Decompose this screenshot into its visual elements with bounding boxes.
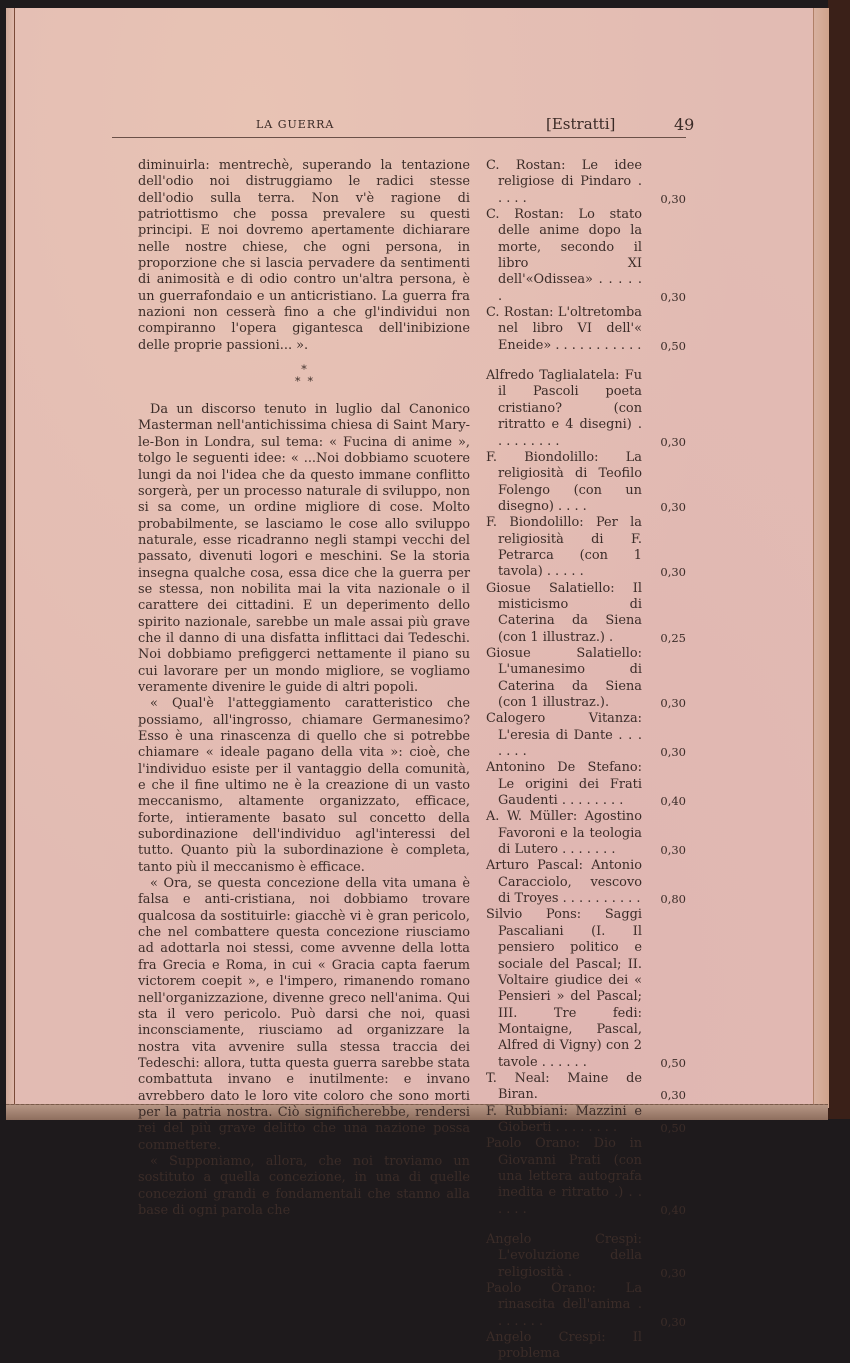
publication-group <box>486 158 686 354</box>
publication-title: Paolo Orano: Dio in Giovanni Prati (con una lettera autografa inedita e ritratto .) . . . . . . <box>486 1136 642 1217</box>
group-spacer <box>486 1218 686 1232</box>
running-header <box>132 113 695 137</box>
publications-list <box>486 158 686 1363</box>
publication-entry <box>486 368 686 450</box>
publication-price: 0,30 <box>660 1265 686 1280</box>
publication-price: 0,30 <box>660 1314 686 1329</box>
paragraph: diminuirla: mentrechè, superando la tentazione dell'odio noi distruggiamo le radici stesse dell'odio sulla terra. Non v'è ragione di patriottismo che possa prevalere su questi principi. E noi dovremo apertamente dichiarare nelle nostre chiese, che ogni persona, in proporzione che si lascia pervadere da sentimenti di animosità e di odio contro un'altra persona, è un guerrafondaio e un anticristiano. La guerra fra nazioni non cesserà fino a che gl'individui non compiranno l'opera gigantesca dell'inibizione delle proprie passioni... ». <box>138 158 470 353</box>
publication-price: 0,50 <box>660 1120 686 1135</box>
publication-title: Calogero Vitanza: L'eresia di Dante . . . . . . . <box>486 711 642 760</box>
publication-price: 0,30 <box>660 696 686 710</box>
publication-title: Silvio Pons: Saggi Pascaliani (I. Il pensiero politico e sociale del Pascal; II. Voltaire giudice dei « Pensieri » del Pascal; III. Tre fedi: Montaigne, Pascal, Alfred di Vigny) con 2 tavole . . . . . . <box>486 907 642 1070</box>
paragraph: « Ora, se questa concezione della vita umana è falsa e anti-cristiana, noi dobbiamo trovare qualcosa da sostituirle: giacchè vi è gran pericolo, che nel combattere questa concezione riusciamo ad adottarla noi stessi, come avvenne della lotta fra Grecia e Roma, in cui « Gracia capta faerum victorem coepit », e l'impero, rimanendo romano nell'organizzazione, divenne greco nell'anima. Qui sta il vero pericolo. Può darsi che noi, quasi inconsciamente, riusciamo ad organizzare la nostra vita avvenire sulla stessa traccia dei Tedeschi: allora, tutta questa guerra sarebbe stata combattuta invano e inutilmente: e invano avrebbero dato le loro vite coloro che sono morti per la patria nostra. Ciò significherebbe, rendersi rei del più grave delitto che una nazione possa commettere. <box>138 876 470 1153</box>
publication-entry <box>486 1071 686 1104</box>
page-number: 49 <box>674 115 695 134</box>
asterism <box>138 364 470 388</box>
publication-entry <box>486 1232 686 1281</box>
publication-title: Angelo Crespi: L'evoluzione della religiosità . <box>486 1232 642 1280</box>
publication-entry <box>486 1104 686 1137</box>
publication-title: Antonino De Stefano: Le origini dei Frati Gaudenti . . . . . . . . <box>486 760 642 809</box>
publication-title: F. Rubbiani: Mazzini e Gioberti . . . . . . . . <box>486 1103 642 1135</box>
article-column <box>138 158 470 1219</box>
publication-price: 0,40 <box>660 1202 686 1217</box>
publication-entry <box>486 450 686 515</box>
publication-price: 0,25 <box>660 630 686 645</box>
paragraph: « Supponiamo, allora, che noi troviamo un sostituto a quella concezione, in una di quelle concezioni grandi e fondamentali che stanno alla base di ogni parola che <box>138 1153 470 1218</box>
publication-entry <box>486 1330 686 1363</box>
book-spine <box>828 0 850 1119</box>
publication-title: F. Biondolillo: Per la religiosità di F. Petrarca (con 1 tavola) . . . . . <box>486 515 642 580</box>
publication-entry <box>486 907 686 1070</box>
publication-entry <box>486 158 686 207</box>
header-rule <box>112 137 686 138</box>
publication-price: 0,80 <box>660 892 686 907</box>
publication-price: 0,30 <box>660 843 686 858</box>
publication-title: A. W. Müller: Agostino Favoroni e la teologia di Lutero . . . . . . . <box>486 809 642 858</box>
group-spacer <box>486 354 686 368</box>
publication-title: Arturo Pascal: Antonio Caracciolo, vescovo di Troyes . . . . . . . . . . <box>486 858 642 907</box>
publication-group <box>486 368 686 1218</box>
publication-price: 0,30 <box>660 565 686 580</box>
publication-entry <box>486 305 686 354</box>
publication-title: C. Rostan: Lo stato delle anime dopo la morte, secondo il libro XI dell'«Odissea» . . . . . . <box>486 207 642 304</box>
publication-price: 0,40 <box>660 794 686 809</box>
publication-title: Angelo Crespi: Il problema <box>486 1330 642 1362</box>
publication-entry <box>486 858 686 907</box>
asterism-star: * <box>301 363 307 377</box>
publication-title: Giosue Salatiello: L'umanesimo di Caterina da Siena (con 1 illustraz.). <box>486 645 642 710</box>
publication-title: C. Rostan: L'oltretomba nel libro VI dell'« Eneide» . . . . . . . . . . . <box>486 305 642 353</box>
publication-price: 0,30 <box>660 499 686 514</box>
publication-entry <box>486 760 686 809</box>
publication-title: C. Rostan: Le idee religiose di Pindaro . . . . . <box>486 158 642 206</box>
publication-entry <box>486 515 686 580</box>
publication-group <box>486 1232 686 1363</box>
publication-entry <box>486 1136 686 1218</box>
publication-price: 0,50 <box>660 1055 686 1070</box>
page-fore-edge <box>813 8 829 1108</box>
publication-price: 0,30 <box>660 191 686 206</box>
paragraph: « Qual'è l'atteggiamento caratteristico che possiamo, all'ingrosso, chiamare Germanesimo? Esso è una rinascenza di quello che si potrebbe chiamare « ideale pagano della vita »: cioè, che l'individuo esiste per il vantaggio della comunità, e che il fine ultimo ne è la creazione di un vasto meccanismo, altamente organizzato, efficace, forte, intieramente basato sul concetto della subordinazione dell'individuo agl'interessi del tutto. Quanto più la subordinazione è completa, tanto più il meccanismo è efficace. <box>138 696 470 875</box>
paragraph: Da un discorso tenuto in luglio dal Canonico Masterman nell'antichissima chiesa di Saint Mary-le-Bon in Londra, sul tema: « Fucina di anime », tolgo le seguenti idee: « ...Noi dobbiamo scuotere lungi da noi l'idea che da questo immane conflitto sorgerà, per un processo naturale di sviluppo, non si sa come, un ordine migliore di cose. Molto probabilmente, se lasciamo le cose allo sviluppo naturale, esse ricadranno negli stampi vecchi del passato, divenuti logori e meschini. Se la storia insegna qualche cosa, essa dice che la guerra per se stessa, non nobilita mai la vita nazionale o il carattere dei cittadini. E un deperimento dello spirito nazionale, sarebbe un male assai più grave che il danno di una disfatta inflittaci dai Tedeschi. Noi dobbiamo prefiggerci nettamente il piano su cui lavorare per un mondo migliore, se vogliamo veramente divenire le guide di altri popoli. <box>138 402 470 695</box>
publication-entry <box>486 1281 686 1330</box>
publication-title: Giosue Salatiello: Il misticismo di Caterina da Siena (con 1 illustraz.) . <box>486 580 642 645</box>
publication-price: 0,30 <box>660 289 686 304</box>
publication-entry <box>486 809 686 858</box>
section-label: [Estratti] <box>546 115 616 133</box>
page-gutter <box>6 8 15 1108</box>
publication-title: Alfredo Taglialatela: Fu il Pascoli poeta cristiano? (con ritratto e 4 disegni) . . . . . . . . . <box>486 368 642 449</box>
asterism-star: * <box>295 375 301 389</box>
publication-entry <box>486 646 686 711</box>
publication-entry <box>486 711 686 760</box>
publication-price: 0,30 <box>660 1088 686 1103</box>
publication-title: Paolo Orano: La rinascita dell'anima . . . . . . . <box>486 1281 642 1329</box>
asterism-star: * <box>307 375 313 389</box>
publication-price: 0,50 <box>660 338 686 353</box>
publication-title: F. Biondolillo: La religiosità di Teofilo Folengo (con un disegno) . . . . <box>486 449 642 514</box>
publication-price: 0,30 <box>660 745 686 760</box>
publication-entry <box>486 207 686 305</box>
publication-price: 0,30 <box>660 434 686 449</box>
publication-entry <box>486 581 686 646</box>
publication-title: T. Neal: Maine de Biran. <box>486 1070 642 1103</box>
running-title: LA GUERRA <box>256 118 335 131</box>
